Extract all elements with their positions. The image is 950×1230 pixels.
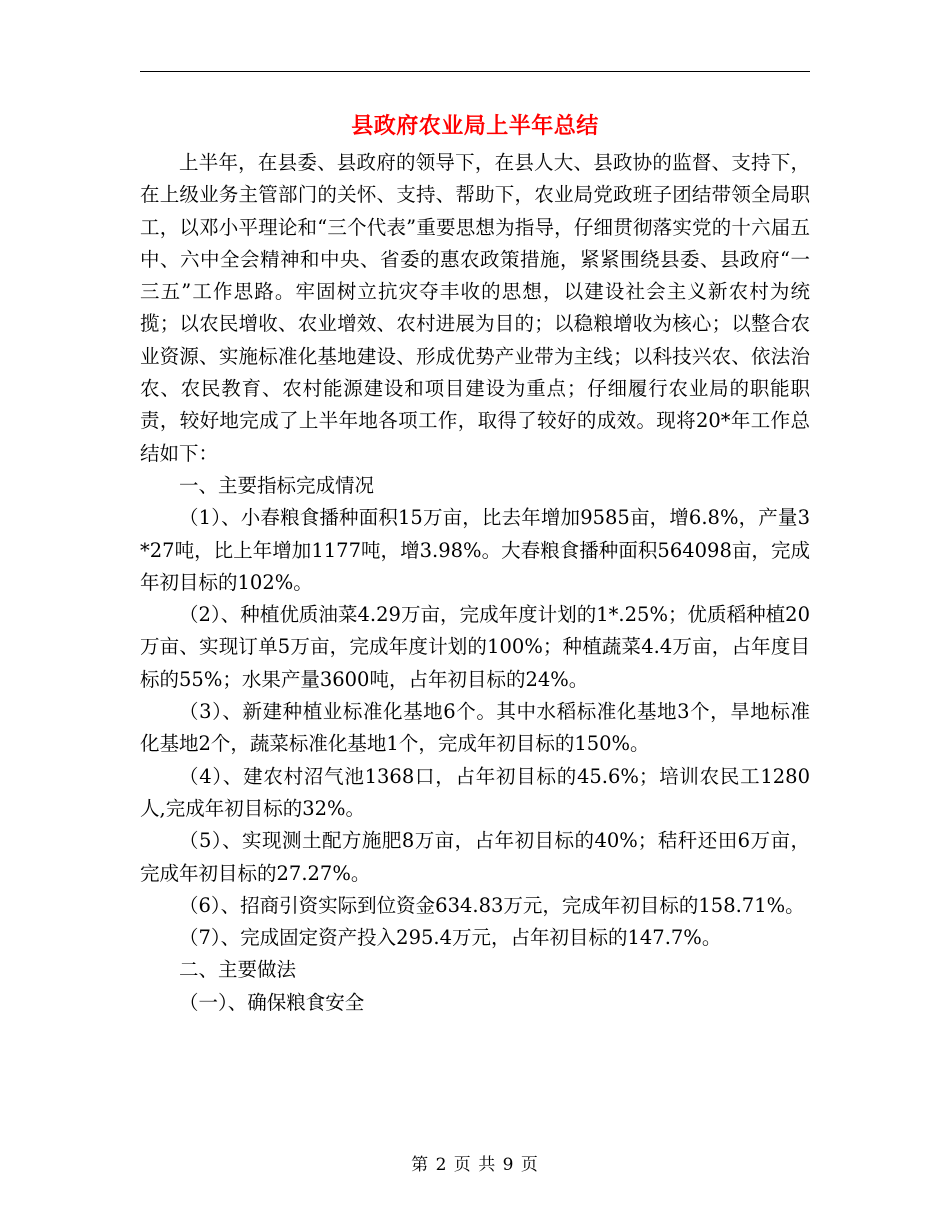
item-paragraph-4: （4）、建农村沼气池1368口，占年初目标的45.6%；培训农民工1280人,完成年初目标的32%。 [140, 764, 810, 820]
page-number-footer: 第 2 页 共 9 页 [411, 1155, 539, 1175]
item-paragraph-5: （5）、实现测土配方施肥8万亩，占年初目标的40%；秸秆还田6万亩，完成年初目标的27.27%。 [140, 829, 810, 885]
item-paragraph-6: （6）、招商引资实际到位资金634.83万元，完成年初目标的158.71%。 [179, 893, 805, 917]
section-heading-1: 一、主要指标完成情况 [179, 473, 375, 497]
document-title: 县政府农业局上半年总结 [351, 113, 599, 139]
subsection-heading-1: （一）、确保粮食安全 [179, 990, 365, 1014]
document-body [140, 147, 810, 1019]
item-paragraph-7: （7）、完成固定资产投入295.4万元，占年初目标的147.7%。 [179, 926, 722, 950]
item-paragraph-2: （2）、种植优质油菜4.29万亩，完成年度计划的1*.25%；优质稻种植20万亩、实现订单5万亩，完成年度计划的100%；种植蔬菜4.4万亩，占年度目标的55%；水果产量3600吨，占年初目标的24%。 [140, 603, 810, 691]
section-heading-2: 二、主要做法 [179, 958, 297, 982]
intro-paragraph: 上半年，在县委、县政府的领导下，在县人大、县政协的监督、支持下，在上级业务主管部门的关怀、支持、帮助下，农业局党政班子团结带领全局职工，以邓小平理论和“三个代表”重要思想为指导，仔细贯彻落实党的十六届五中、六中全会精神和中央、省委的惠农政策措施，紧紧围绕县委、县政府“一三五”工作思路。牢固树立抗灾夺丰收的思想，以建设社会主义新农村为统揽；以农民增收、农业增效、农村进展为目的；以稳粮增收为核心；以整合农业资源、实施标准化基地建设、形成优势产业带为主线；以科技兴农、依法治农、农民教育、农村能源建设和项目建设为重点；仔细履行农业局的职能职责，较好地完成了上半年地各项工作，取得了较好的成效。现将20*年工作总结如下： [140, 151, 810, 465]
item-paragraph-1: （1）、小春粮食播种面积15万亩，比去年增加9585亩，增6.8%，产量3*27吨，比上年增加1177吨，增3.98%。大春粮食播种面积564098亩，完成年初目标的102%。 [140, 506, 810, 594]
header-rule [140, 71, 810, 72]
item-paragraph-3: （3）、新建种植业标准化基地6个。其中水稻标准化基地3个，旱地标准化基地2个，蔬菜标准化基地1个，完成年初目标的150%。 [140, 700, 810, 756]
